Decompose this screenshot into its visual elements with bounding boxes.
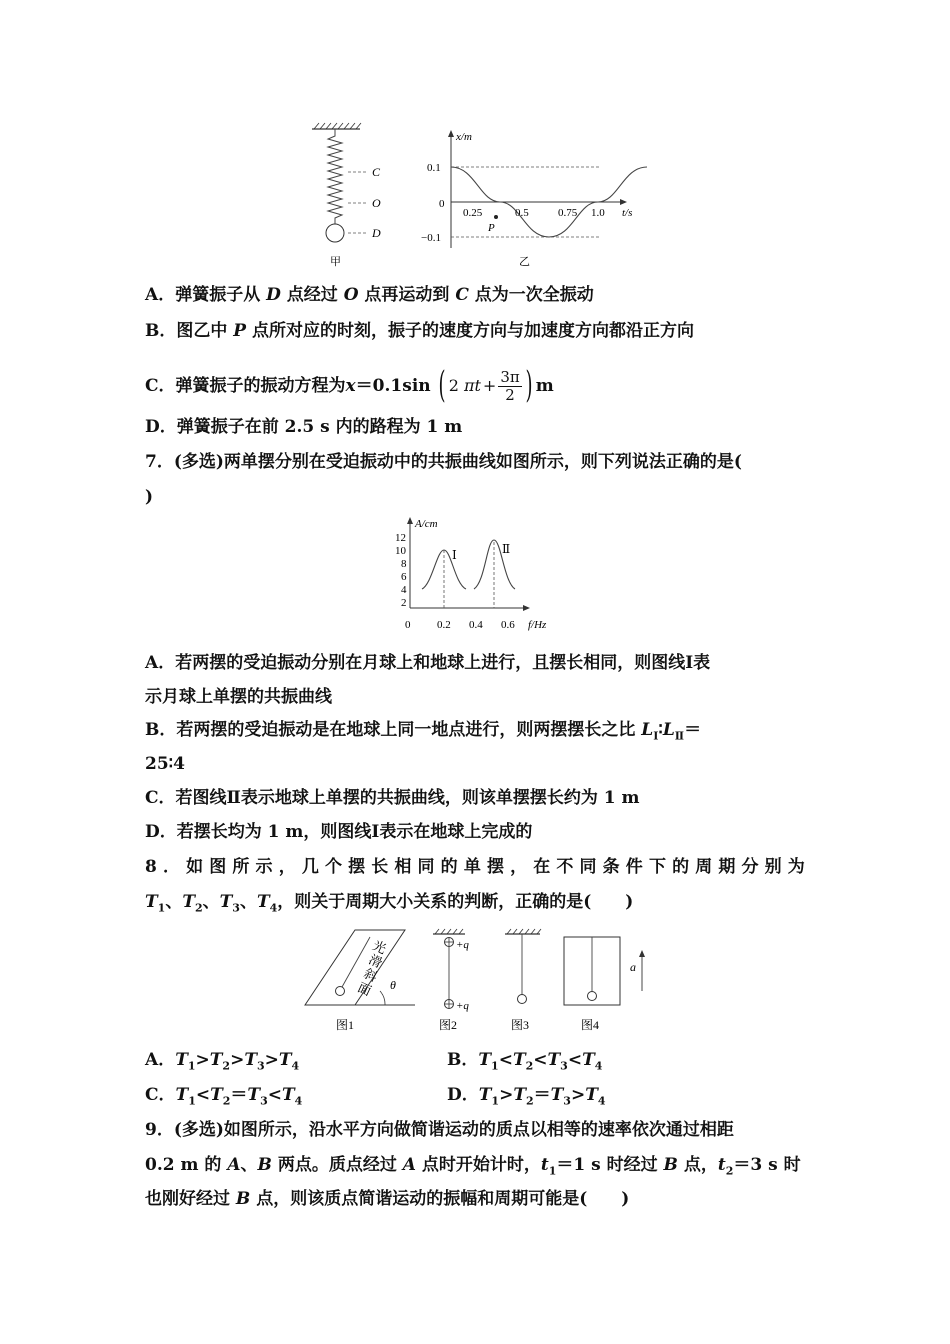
q8a-letter: A． (145, 1050, 176, 1070)
fig3-label-3: 图3 (511, 1018, 530, 1032)
q8-char: 8 (145, 857, 157, 877)
figure-four-pendulums (300, 925, 660, 1037)
q7a-text1: A．若两摆的受迫振动分别在月球上和地球上进行，且摆长相同，则图线Ⅰ表 (145, 653, 711, 673)
q8-char: 在 (533, 857, 551, 877)
q8-var-t: T (219, 892, 233, 912)
q8d-t: T (513, 1085, 526, 1105)
q8-char: 周 (695, 857, 713, 877)
q8c-sub: 4 (294, 1094, 303, 1108)
q8b-sub: 3 (560, 1059, 568, 1073)
fig3-charge-top: +q (456, 939, 469, 951)
fig3-incline-char-4: 面 (355, 979, 374, 999)
q8b-sub: 4 (594, 1059, 603, 1073)
q9-var-t2: t (717, 1155, 726, 1175)
graph2-y-tick-10: 10 (395, 545, 406, 557)
fig3-incline-char-2: 滑 (366, 951, 385, 971)
q8-char: ． (162, 857, 180, 877)
fig3-charge-bottom: +q (456, 1000, 469, 1012)
q9-var-b: B (257, 1155, 272, 1175)
label-pos-c: C (372, 165, 381, 179)
q8a-sub: 2 (222, 1059, 231, 1073)
graph1-y-top: 0.1 (427, 162, 441, 174)
q6-option-c[interactable] (145, 366, 554, 406)
q6-option-a[interactable] (145, 284, 594, 306)
fig3-theta: θ (390, 978, 396, 992)
fig3-incline-char-1: 光 (370, 937, 389, 957)
fig3-label-1: 图1 (336, 1018, 355, 1032)
q6a-text-2: 点经过 (280, 285, 344, 305)
q6c-pi: π (463, 376, 475, 395)
q8b-t: T (547, 1050, 561, 1070)
q8d-t: T (478, 1085, 492, 1105)
fig3-incline-char-3: 斜 (361, 965, 380, 985)
q7b-text1: B．若两摆的受迫振动是在地球上同一地点进行，则两摆摆长之比 (145, 720, 642, 740)
q8c-letter: C． (145, 1085, 176, 1105)
graph2-curve-2-label: Ⅱ (502, 542, 511, 556)
q8-char: 如 (186, 857, 204, 877)
q8-option-a[interactable]: A．$T_1>T_2>T_3>T_4$ (145, 1050, 300, 1073)
q8-char: 单 (463, 857, 481, 877)
graph2-curve-1-label: Ⅰ (452, 548, 457, 562)
q7b-colon: ∶ (658, 720, 663, 740)
q9-var-b: B (235, 1189, 251, 1209)
q8-char: 示 (255, 857, 273, 877)
q7b-sub2: Ⅱ (674, 729, 685, 743)
q8-char: 条 (602, 857, 620, 877)
graph2-y-tick-8: 8 (401, 558, 407, 570)
q8-char: ， (278, 857, 296, 877)
graph2-y-tick-2: 2 (401, 597, 407, 609)
graph1-x-label: t/s (622, 207, 633, 219)
q9-t2a: 0.2 m 的 (145, 1155, 228, 1175)
q9-var-a: A (227, 1155, 241, 1175)
q6b-text-1: B．图乙中 (145, 321, 234, 341)
q6a-var-c: C (455, 285, 469, 305)
q6b-var-p: P (233, 321, 247, 341)
q7b-eq: ＝ (684, 720, 702, 740)
q8-char: 下 (648, 857, 666, 877)
q6c-unit: m (535, 376, 554, 396)
q9-var-b: B (663, 1155, 678, 1175)
graph1-x-tick-05: 0.5 (515, 207, 529, 219)
graph2-y-tick-4: 4 (401, 584, 407, 596)
q8-char: ， (510, 857, 528, 877)
q9-var-a: A (402, 1155, 416, 1175)
q8d-t: T (585, 1085, 598, 1105)
q8c-t: T (175, 1085, 189, 1105)
q9-stem-line1 (145, 1119, 734, 1141)
q6c-plus: + (482, 376, 497, 395)
q8-sub: 4 (269, 901, 278, 915)
q6d-text: D．弹簧振子在前 2.5 s 内的路程为 1 m (145, 417, 463, 437)
q7b-text2: 25∶4 (145, 754, 185, 774)
q8-char: 图 (209, 857, 227, 877)
q8a-sub: 3 (256, 1059, 265, 1073)
graph1-y-label: x/m (456, 131, 472, 143)
q9-t2b: 、 (240, 1155, 258, 1175)
figure-spring-oscillator (300, 120, 650, 270)
q8c-t: T (247, 1085, 261, 1105)
q8-option-d[interactable]: D．$T_1>T_2=T_3>T_4$ (447, 1085, 606, 1108)
q6c-fraction (498, 369, 521, 404)
q7-stem-line1 (145, 451, 742, 473)
q7c-text: C．若图线Ⅱ表示地球上单摆的共振曲线，则该单摆摆长约为 1 m (145, 788, 640, 808)
q8a-t: T (175, 1050, 188, 1070)
q6c-var-x: x (345, 376, 356, 396)
figure-resonance-curves (385, 512, 565, 636)
graph2-x-tick-0: 0 (405, 619, 411, 631)
q8-char: 所 (232, 857, 250, 877)
q8-stem-text2: ，则关于周期大小关系的判断，正确的是( ) (277, 892, 634, 912)
q7b-sub1: Ⅰ (653, 729, 659, 743)
q6a-text-3: 点再运动到 (358, 285, 456, 305)
q8a-t: T (209, 1050, 223, 1070)
label-jia: 甲 (330, 256, 341, 268)
graph1-x-tick-10: 1.0 (591, 207, 605, 219)
q8b-t: T (582, 1050, 595, 1070)
q6a-text-4: 点为一次全振动 (468, 285, 594, 305)
q8-char: 同 (579, 857, 597, 877)
q9-t2d: 点时开始计时， (415, 1155, 541, 1175)
q8-char: 同 (417, 857, 435, 877)
q8d-sub: 3 (563, 1094, 571, 1108)
q9-stem-line2 (145, 1154, 801, 1182)
graph1-x-tick-025: 0.25 (463, 207, 483, 219)
graph1-point-p-label: P (488, 222, 495, 234)
q9-stem-line3 (145, 1188, 629, 1210)
q8d-letter: D． (447, 1085, 479, 1105)
q8-var-t: T (256, 892, 270, 912)
q9-t2e: ＝1 s 时经过 (556, 1155, 664, 1175)
q7-stem-text1: 7．(多选)两单摆分别在受迫振动中的共振曲线如图所示，则下列说法正确的是( (145, 452, 742, 472)
q8-var-t: T (182, 892, 195, 912)
graph1-x-tick-075: 0.75 (558, 207, 578, 219)
q8-char: 摆 (486, 857, 504, 877)
graph2-y-tick-12: 12 (395, 532, 406, 544)
q7a-text2: 示月球上单摆的共振曲线 (145, 687, 332, 707)
q7b-var-l2: L (662, 720, 675, 740)
q8c-sub: 1 (188, 1094, 196, 1108)
q8-char: 长 (371, 857, 389, 877)
q8-option-b[interactable]: B．$T_1<T_2<T_3<T_4$ (447, 1050, 603, 1073)
q7d-text: D．若摆长均为 1 m，则图线Ⅰ表示在地球上完成的 (145, 822, 533, 842)
q9-t2c: 两点。质点经过 (271, 1155, 403, 1175)
q8-char: 不 (556, 857, 574, 877)
q9-text1: 9．(多选)如图所示，沿水平方向做简谐运动的质点以相等的速率依次通过相距 (145, 1120, 734, 1140)
q8-stem-line2: $T_1$、$T_2$、$T_3$、$T_4$，则关于周期大小关系的判断，正确的是( ) (145, 892, 634, 915)
q8-char: 几 (301, 857, 319, 877)
q7-option-a-line1[interactable] (145, 652, 710, 674)
q6c-text-1: C．弹簧振子的振动方程为 (145, 376, 346, 396)
q6b-text-2: 点所对应的时刻，振子的速度方向与加速度方向都沿正方向 (246, 321, 695, 341)
q8d-sub: 1 (491, 1094, 500, 1108)
q8-option-c[interactable]: C．$T_1<T_2=T_3<T_4$ (145, 1085, 303, 1108)
q8d-t: T (550, 1085, 564, 1105)
graph1-y-bottom: −0.1 (421, 232, 441, 244)
q8a-t: T (244, 1050, 257, 1070)
q8-char: 分 (741, 857, 759, 877)
q9-sub2: 2 (725, 1164, 734, 1178)
q7-option-c[interactable] (145, 787, 640, 809)
graph2-x-tick-06: 0.6 (501, 619, 515, 631)
q8-char: 相 (394, 857, 412, 877)
q7-stem-line2 (145, 486, 153, 508)
q7-stem-text2: ) (145, 487, 154, 507)
q9-t3b: 点，则该质点简谐运动的振幅和周期可能是( ) (250, 1189, 630, 1209)
q7-option-b-line2 (145, 753, 185, 775)
q8c-t: T (210, 1085, 223, 1105)
q8a-t: T (278, 1050, 292, 1070)
q8-sub: 1 (157, 901, 166, 915)
q8c-sub: 3 (260, 1094, 268, 1108)
q6c-paren-group: ( 2 πt + $\frac{3\pi}{2}$ ) (438, 365, 533, 406)
q8-char: 摆 (348, 857, 366, 877)
label-yi: 乙 (519, 256, 530, 268)
q9-t2f: 点， (677, 1155, 718, 1175)
q8-char: 个 (324, 857, 342, 877)
q9-var-t1: t (540, 1155, 549, 1175)
q8-char: 件 (625, 857, 643, 877)
q8-var-t: T (145, 892, 158, 912)
q8-char: 的 (440, 857, 458, 877)
q8-sub: 3 (232, 901, 240, 915)
q8c-t: T (281, 1085, 295, 1105)
fig3-accel: a (630, 960, 636, 974)
q6c-two: 2 (448, 376, 459, 395)
label-pos-o: O (372, 196, 381, 210)
q6a-var-d: D (266, 285, 281, 305)
graph2-x-label: f/Hz (528, 619, 547, 631)
q6c-denominator: 2 (505, 385, 515, 404)
q8d-sub: 4 (597, 1094, 606, 1108)
graph1-y-zero: 0 (439, 198, 445, 210)
q8a-sub: 1 (187, 1059, 196, 1073)
q8-char: 别 (764, 857, 782, 877)
q8d-sub: 2 (525, 1094, 534, 1108)
q6-option-d[interactable] (145, 416, 462, 438)
fig3-label-2: 图2 (439, 1018, 458, 1032)
graph1-point-p (494, 215, 498, 219)
q6c-numerator: 3π (500, 367, 520, 386)
graph2-y-tick-6: 6 (401, 571, 407, 583)
q8-char: 为 (787, 857, 805, 877)
q6c-var-t: t (474, 376, 481, 395)
graph2-y-label: A/cm (415, 518, 438, 530)
q6-option-b[interactable] (145, 320, 694, 342)
q8-char: 的 (672, 857, 690, 877)
q6a-text-1: A．弹簧振子从 (145, 285, 267, 305)
q9-t3a: 也刚好经过 (145, 1189, 236, 1209)
fig3-label-4: 图4 (581, 1018, 600, 1032)
q8c-sub: 2 (222, 1094, 231, 1108)
graph2-x-tick-04: 0.4 (469, 619, 483, 631)
q6c-eq: ＝0.1sin (355, 376, 431, 396)
q8b-sub: 2 (525, 1059, 534, 1073)
label-pos-d: D (372, 226, 381, 240)
q9-sub1: 1 (548, 1164, 557, 1178)
q7-option-a-line2 (145, 686, 332, 708)
q7b-var-l1: L (641, 720, 654, 740)
q7-option-b-line1[interactable] (145, 719, 701, 747)
q7-option-d[interactable] (145, 821, 532, 843)
q8b-t: T (512, 1050, 526, 1070)
q8b-letter: B． (447, 1050, 479, 1070)
q8b-sub: 1 (491, 1059, 499, 1073)
q8b-t: T (478, 1050, 492, 1070)
graph2-x-tick-02: 0.2 (437, 619, 451, 631)
q8a-sub: 4 (291, 1059, 300, 1073)
q8-char: 期 (718, 857, 736, 877)
q6a-var-o: O (343, 285, 359, 305)
q8-stem-line1 (145, 856, 805, 878)
q8-sub: 2 (194, 901, 203, 915)
q9-t2g: ＝3 s 时 (733, 1155, 801, 1175)
oscillator-ball (326, 224, 344, 242)
